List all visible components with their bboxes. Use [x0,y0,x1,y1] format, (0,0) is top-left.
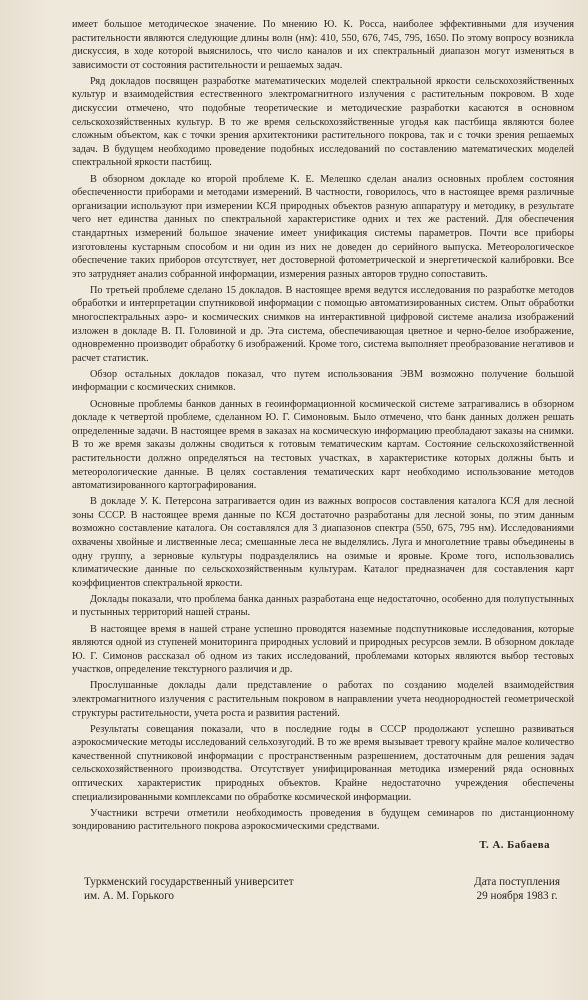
paragraph-ground-research: В настоящее время в нашей стране успешно проводятся наземные подспутниковые исследования, которые являются одной из ступеней мониторинга природных условий и природных ресурсов земли. В обзорном докладе Ю. Г. Симонов рассказал об одном из таких исследований, проблемами которых являются выбор тестовых участков, определение текстурного различия и др. [72,623,574,676]
institution [72,875,294,904]
received-info [474,875,574,904]
paragraph-reports-summary: Прослушанные доклады дали представление о работах по созданию моделей взаимодействия электромагнитного излучения с растительным покровом в направлении учета неоднородностей геометрической структуры растительности, учета роста и развития растений. [72,680,574,719]
footer [72,875,574,904]
paragraph-data-bank-status: Доклады показали, что проблема банка данных разработана еще недостаточно, особенно для полупустынных и пустынных территорий нашей страны. [72,593,574,619]
paragraph-catalog: В докладе У. К. Петерсона затрагивается один из важных вопросов составления каталога КСЯ для лесной зоны СССР. В настоящее время данные по КСЯ достаточно разработаны для лесной зоны, по этим данным возможно составление каталога. Он составлялся для 3 диапазонов спектра (550, 675, 795 нм). Исследованиями охвачены хвойные и лиственные леса; смешанные леса не выделялись. Луга и многолетние травы объединены в одну группу, а зерновые культуры подразделялись на озимые и яровые. Кроме того, использовались климатические данные по сельскохозяйственным культурам. Каталог предназначен для составления карт коэффициентов спектральной яркости. [72,496,574,589]
article-body [72,18,574,834]
author-signature: Т. А. Бабаева [479,838,550,851]
paragraph-third-problem: По третьей проблеме сделано 15 докладов. В настоящее время ведутся исследования по разработке методов обработки и интерпретации спутниковой информации с помощью автоматизированных систем. Опыт обработки многоспектральных аэро- и космических снимков на интерактивной цифровой системе анализа изображений изложен в докладе В. П. Головиной и др. Эта система, обеспечивающая цветное и черно-белое изображение, одновременно производит обработку 6 изображений. Кроме того, система выполняет преобразование негативов и расчет статистик. [72,284,574,364]
paragraph-instruments: В обзорном докладе ко второй проблеме К. Е. Мелешко сделан анализ основных проблем состояния обеспеченности приборами и методами измерений. В частности, говорилось, что в настоящее время различные организации используют при измерении КСЯ природных объектов разную аппаратуру и методику, в результате чего нет единства данных по спектральной характеристике одних и тех же растений. Для обеспечения стандартных измерений большое значение имеет унификация системы параметров. Почти все приборы изготовлены кустарным способом и ни один из них не доведен до серийного выпуска. Метеорологическое обеспечение таких приборов отсутствует, нет достоверной фотометрической и энергетической калибровки. Все это затрудняет анализ собранной информации, измерения разных авторов трудно сопоставить. [72,173,574,280]
paragraph-data-banks: Основные проблемы банков данных в геоинформационной космической системе затрагивались в обзорном докладе к четвертой проблеме, сделанном Ю. Г. Симоновым. Было отмечено, что банк данных должен решать определенные задачи. В настоящее время в заказах на космическую информацию преобладают заказы на снимки. В то же время заказы должны сводиться к готовым тематическим картам. Состояние сельскохозяйственной растительности должно определяться на тестовых участках, в характеристике которых должны быть и метеорологические данные. В целях составления тематических карт необходимо использование методов автоматизированного картографирования. [72,398,574,492]
received-date: 29 ноября 1983 г. [476,890,558,903]
paragraph-computer-processing: Обзор остальных докладов показал, что путем использования ЭВМ возможно получение большой информации с космических снимков. [72,368,574,394]
institution-name: Туркменский государственный университет [84,875,294,888]
paragraph-conclusion: Участники встречи отметили необходимость проведения в будущем семинаров по дистанционному зондированию растительного покрова аэрокосмическими средствами. [72,807,574,833]
paragraph-models: Ряд докладов посвящен разработке математических моделей спектральной яркости сельскохозяйственных культур и взаимодействия естественного электромагнитного излучения с растительным покровом. В ходе дискуссии отмечено, что подобные теоретические и методические разработки касаются в основном сельскохозяйственных культур. В то же время сельскохозяйственные угодья как пастбища являются более сложным объектом, как с точки зрения архитектоники растительного покрова, так и с точки зрения решаемых задач. В будущем необходимо проведение подобных исследований по составлению математических моделей спектральной яркости пастбищ. [72,75,574,169]
paragraph-continuation: имеет большое методическое значение. По мнению Ю. К. Росса, наиболее эффективными для изучения растительности являются следующие длины волн (нм): 410, 550, 676, 745, 795, 1650. По этому вопросу возникла дискуссия, в ходе которой выяснилось, что число каналов и их спектральный диапазон могут изменяться в зависимости от состояния растительности и решаемых задач. [72,19,574,71]
received-label: Дата поступления [474,875,560,888]
paragraph-results: Результаты совещания показали, что в последние годы в СССР продолжают успешно развиваться аэрокосмические методы исследований сельхозугодий. В то же время вызывает тревогу крайне малое количество качественной спутниковой информации с пространственным разрешением, достаточным для решения задач сельскохозяйственного производства. Отсутствует унифицированная методика измерений ряда основных оптических характеристик природных объектов. Крайне недостаточно учреждения обеспечены специализированными комплексами по обработке космической информации. [72,723,574,803]
institution-dedication: им. А. М. Горького [84,890,175,903]
